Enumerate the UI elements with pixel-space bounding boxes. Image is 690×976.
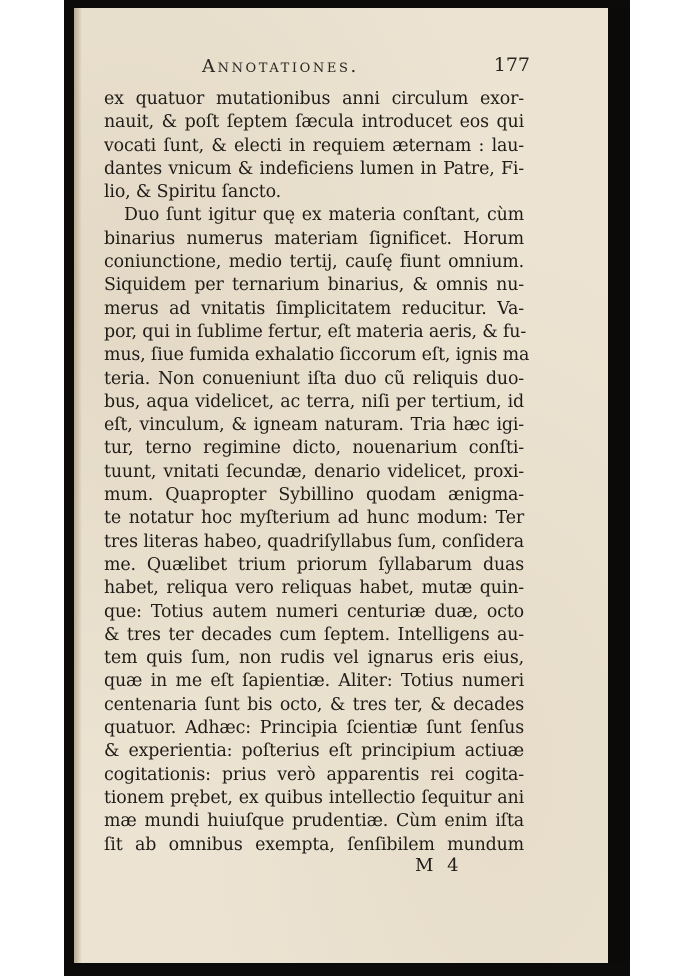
text-line: centenaria ſunt bis octo, & tres ter, & decades — [104, 694, 524, 715]
text-line: me. Quælibet trium priorum ſyllabarum duas — [104, 554, 524, 575]
scan-border-bottom — [64, 962, 630, 976]
text-line: ſit ab omnibus exempta, ſenſibilem mundum — [104, 834, 524, 855]
text-line: que: Totius autem numeri centuriæ duæ, octo — [104, 601, 524, 622]
text-line: eſt, vinculum, & igneam naturam. Tria hæc igi- — [104, 415, 524, 436]
page-number: 177 — [493, 54, 530, 76]
text-line: quæ in me eſt ſapientiæ. Aliter: Totius numeri — [104, 671, 524, 692]
text-line: coniunctione, medio tertij, cauſę fiunt omnium. — [104, 252, 524, 273]
page-header — [126, 56, 530, 82]
text-line: mæ mundi huiuſque prudentiæ. Cùm enim iſta — [104, 811, 524, 832]
text-line: tur, terno regimine dicto, nouenarium conſti- — [104, 438, 524, 459]
running-head: Annotationes. — [202, 56, 359, 77]
text-line: lio, & Spiritu ſancto. — [104, 182, 281, 203]
text-line: nauit, & poſt ſeptem ſæcula introducet eos qui — [104, 112, 524, 133]
text-line: tuunt, vnitati ſecundæ, denario videlicet, proxi- — [104, 461, 524, 482]
page-gutter-shadow — [74, 8, 82, 963]
scan-border-top — [64, 0, 630, 8]
text-line: por, qui in ſublime fertur, eſt materia aeris, & fu- — [104, 321, 527, 342]
text-line: ex quatuor mutationibus anni circulum exor- — [104, 89, 524, 109]
scan-border-right — [606, 0, 630, 976]
text-line: quatuor. Adhæc: Principia ſcientiæ ſunt ſenſus — [104, 718, 524, 739]
text-line: bus, aqua videlicet, ac terra, niſi per tertium, id — [104, 391, 524, 412]
body-text — [104, 88, 530, 857]
text-line: te notatur hoc myſterium ad hunc modum: Ter — [104, 508, 524, 529]
text-line: Siquidem per ternarium binarius, & omnis nu- — [104, 275, 524, 296]
text-line: teria. Non conueniunt iſta duo cũ reliquis duo- — [104, 368, 524, 389]
text-line: dantes vnicum & indeficiens lumen in Patre, Fi- — [104, 158, 524, 179]
text-line: & tres ter decades cum ſeptem. Intelligens au- — [104, 624, 524, 645]
text-line: vocati ſunt, & electi in requiem æternam : lau- — [104, 135, 524, 156]
text-line: merus ad vnitatis ſimplicitatem reducitur. Va- — [104, 298, 524, 319]
text-line: mum. Quapropter Sybillino quodam ænigma- — [104, 485, 524, 506]
text-line: tres literas habeo, quadriſyllabus ſum, conſidera — [104, 531, 524, 552]
text-line: cogitationis: prius verò apparentis rei cogita- — [104, 764, 524, 785]
text-line: & experientia: poſterius eſt principium actiuæ — [104, 741, 524, 762]
signature-mark: M 4 — [415, 855, 463, 876]
text-line: Duo ſunt igitur quę ex materia conſtant, cùm — [124, 205, 524, 226]
text-line: binarius numerus materiam ſignificet. Horum — [104, 228, 524, 249]
text-line: tem quis ſum, non rudis vel ignarus eris eius, — [104, 648, 524, 669]
text-line: habet, reliqua vero reliquas habet, mutæ quin- — [104, 578, 524, 599]
text-line: tionem prębet, ex quibus intellectio ſequitur ani — [104, 787, 524, 808]
text-line: mus, ſiue fumida exhalatio ſiccorum eſt, ignis ma — [104, 345, 530, 366]
